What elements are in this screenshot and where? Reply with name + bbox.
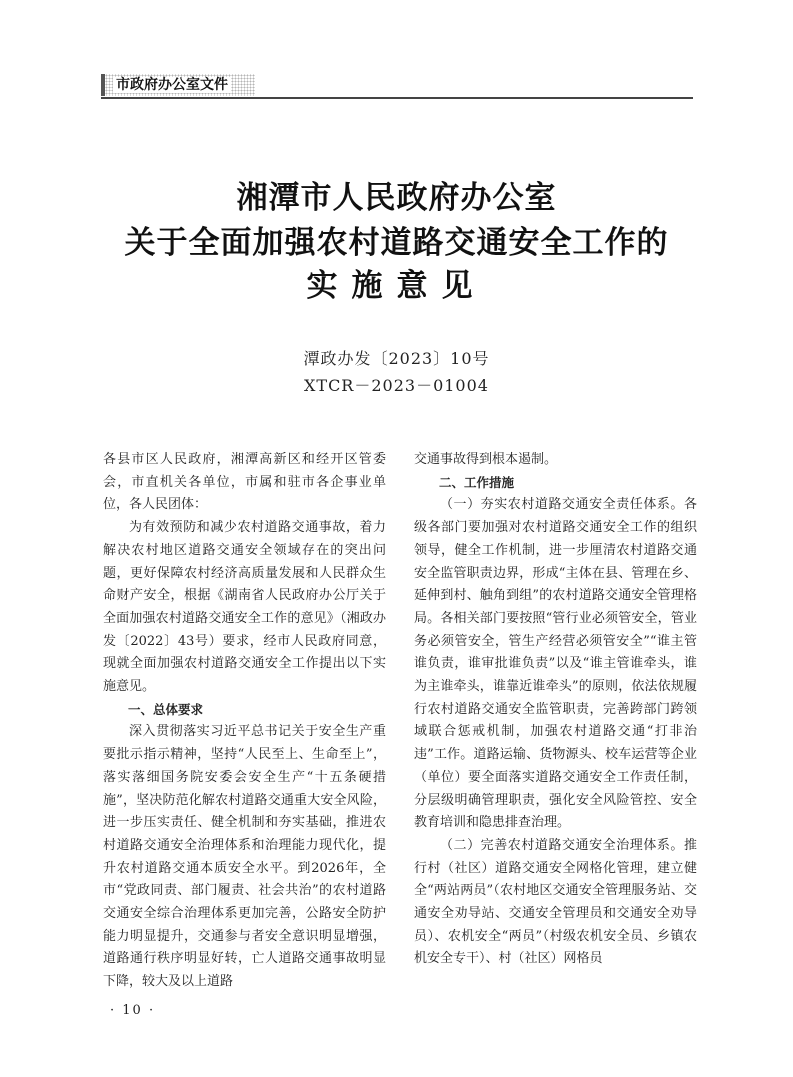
title-line-2: 关于全面加强农村道路交通安全工作的: [124, 225, 669, 261]
measure-item-1: （一）夯实农村道路交通安全责任体系。各级各部门要加强对农村道路交通安全工作的组织领导，健全工作机制，进一步厘清农村道路交通安全监管职责边界，形成“主体在县、管理在乡、延伸到村、触角到组”的农村道路交通安全管理格局。各相关部门要按照“管行业必须管安全，管业务必须管安全，管生产经营必须管安全”“谁主管谁负责，谁审批谁负责”以及“谁主管谁牵头，谁为主谁牵头，谁靠近谁牵头”的原则，依法依规履行农村道路交通安全监管职责，完善跨部门跨领域联合惩戒机制，加强农村道路交通“打非治违”工作。道路运输、货物源头、校车运营等企业（单位）要全面落实道路交通安全工作责任制，分层级明确管理职责，强化安全风险管控、安全教育培训和隐患排查治理。: [414, 497, 697, 831]
section-label: 市政府办公室文件: [113, 77, 231, 93]
addressee-paragraph: 各县市区人民政府，湘潭高新区和经开区管委会，市直机关各单位，市属和驻市各企事业单位，各人民团体：: [103, 452, 386, 513]
left-column: [103, 449, 386, 994]
continuation-paragraph: 交通事故得到根本遏制。: [414, 452, 558, 467]
section-label-tab: [101, 74, 255, 96]
title-line-1: 湘潭市人民政府办公室: [236, 180, 557, 216]
section-heading-1: 一、总体要求: [128, 701, 204, 717]
right-column: [414, 449, 697, 971]
general-requirements-paragraph: 深入贯彻落实习近平总书记关于安全生产重要批示指示精神，坚持“人民至上、生命至上”，落实落细国务院安委会安全生产“十五条硬措施”，坚决防范化解农村道路交通重大安全风险，进一步压实责任、健全机制和夯实基础，推进农村道路交通安全治理体系和治理能力现代化，提升农村道路交通本质安全水平。到2026年，全市“党政同责、部门履责、社会共治”的农村道路交通安全综合治理体系更加完善，公路安全防护能力明显提升，交通参与者安全意识明显增强，道路通行秩序明显好转，亡人道路交通事故明显下降，较大及以上道路: [103, 724, 386, 990]
section-heading-2: 二、工作措施: [439, 474, 515, 490]
document-number: 潭政办发〔2023〕10号: [303, 349, 490, 368]
header-rule: [101, 97, 693, 99]
intro-paragraph: 为有效预防和减少农村道路交通事故，着力解决农村地区道路交通安全领域存在的突出问题，更好保障农村经济高质量发展和人民群众生命财产安全，根据《湖南省人民政府办公厅关于全面加强农村道路交通安全工作的意见》（湘政办发〔2022〕43号）要求，经市人民政府同意，现就全面加强农村道路交通安全工作提出以下实施意见。: [103, 520, 386, 695]
title-line-3: 实施意见: [306, 268, 487, 304]
measure-item-2: （二）完善农村道路交通安全治理体系。推行村（社区）道路交通安全网格化管理，建立健全“两站两员”（农村地区交通安全管理服务站、交通安全劝导站、交通安全管理员和交通安全劝导员）、农机安全“两员”（村级农机安全员、乡镇农机安全专干）、村（社区）网格员: [414, 837, 697, 967]
document-code: XTCR－2023－01004: [304, 376, 489, 395]
page-number: · 10 ·: [110, 1003, 156, 1018]
